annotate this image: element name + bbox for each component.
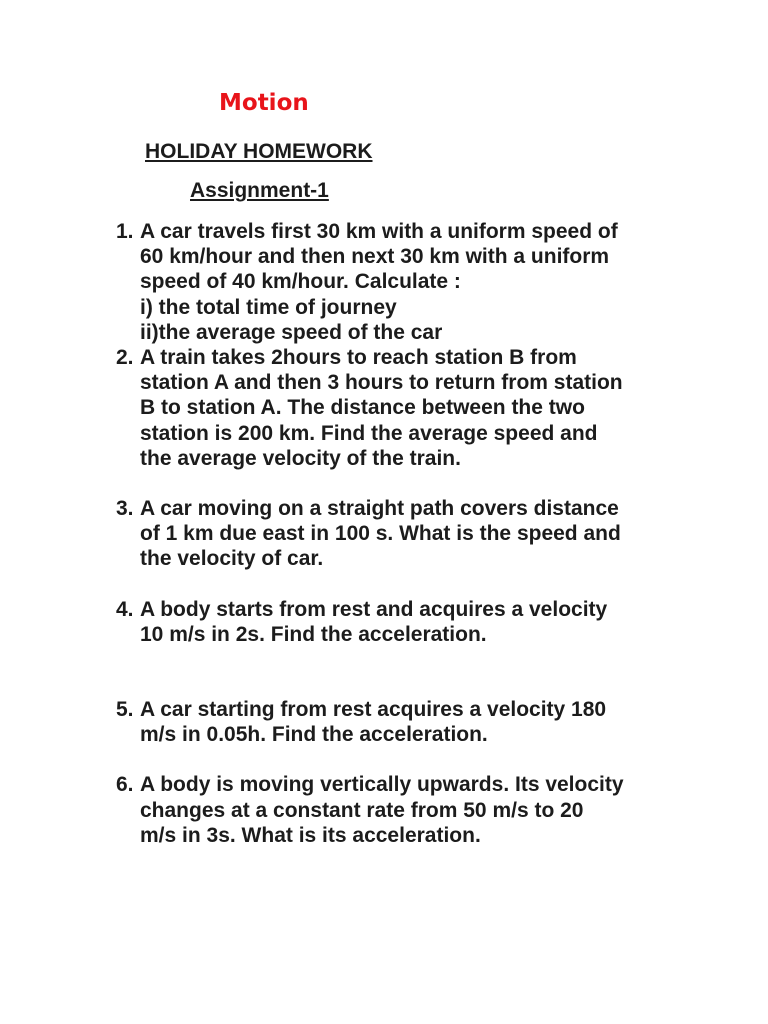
question-line: A body starts from rest and acquires a velocity: [140, 597, 608, 621]
question-line: station A and then 3 hours to return from station: [140, 371, 623, 395]
question-line: m/s in 3s. What is its acceleration.: [140, 823, 481, 847]
question-line: A train takes 2hours to reach station B from: [140, 346, 577, 370]
question-number: 1.: [116, 220, 134, 243]
question-list: [116, 219, 716, 848]
question-line: of 1 km due east in 100 s. What is the speed and: [140, 522, 621, 546]
question-2: [116, 345, 716, 471]
question-line: ii)the average speed of the car: [140, 320, 443, 344]
question-line: station is 200 km. Find the average speed and: [140, 421, 598, 445]
assignment-heading: Assignment-1: [190, 179, 329, 202]
question-line: m/s in 0.05h. Find the acceleration.: [140, 723, 488, 747]
question-4: [116, 597, 716, 647]
question-line: A body is moving vertically upwards. Its velocity: [140, 773, 624, 797]
document-title: Motion: [219, 90, 309, 116]
question-line: 10 m/s in 2s. Find the acceleration.: [140, 622, 487, 646]
question-1: [116, 219, 716, 345]
question-line: speed of 40 km/hour. Calculate :: [140, 270, 461, 294]
question-line: i) the total time of journey: [140, 295, 397, 319]
question-line: changes at a constant rate from 50 m/s to 20: [140, 798, 584, 822]
question-line: the velocity of car.: [140, 547, 324, 571]
question-number: 2.: [116, 346, 134, 370]
question-number: 6.: [116, 773, 134, 797]
question-number: 3.: [116, 497, 134, 521]
question-5: [116, 697, 716, 747]
question-number: 5.: [116, 698, 134, 722]
question-6: [116, 772, 716, 848]
question-line: A car moving on a straight path covers distance: [140, 497, 619, 521]
document-subtitle: HOLIDAY HOMEWORK: [145, 140, 373, 163]
question-line: 60 km/hour and then next 30 km with a uniform: [140, 245, 610, 269]
question-line: B to station A. The distance between the two: [140, 396, 585, 420]
question-line: A car starting from rest acquires a velocity 180: [140, 698, 607, 722]
question-line: the average velocity of the train.: [140, 446, 461, 470]
question-3: [116, 496, 716, 572]
question-number: 4.: [116, 597, 134, 621]
question-line: A car travels first 30 km with a uniform speed of: [140, 220, 618, 243]
